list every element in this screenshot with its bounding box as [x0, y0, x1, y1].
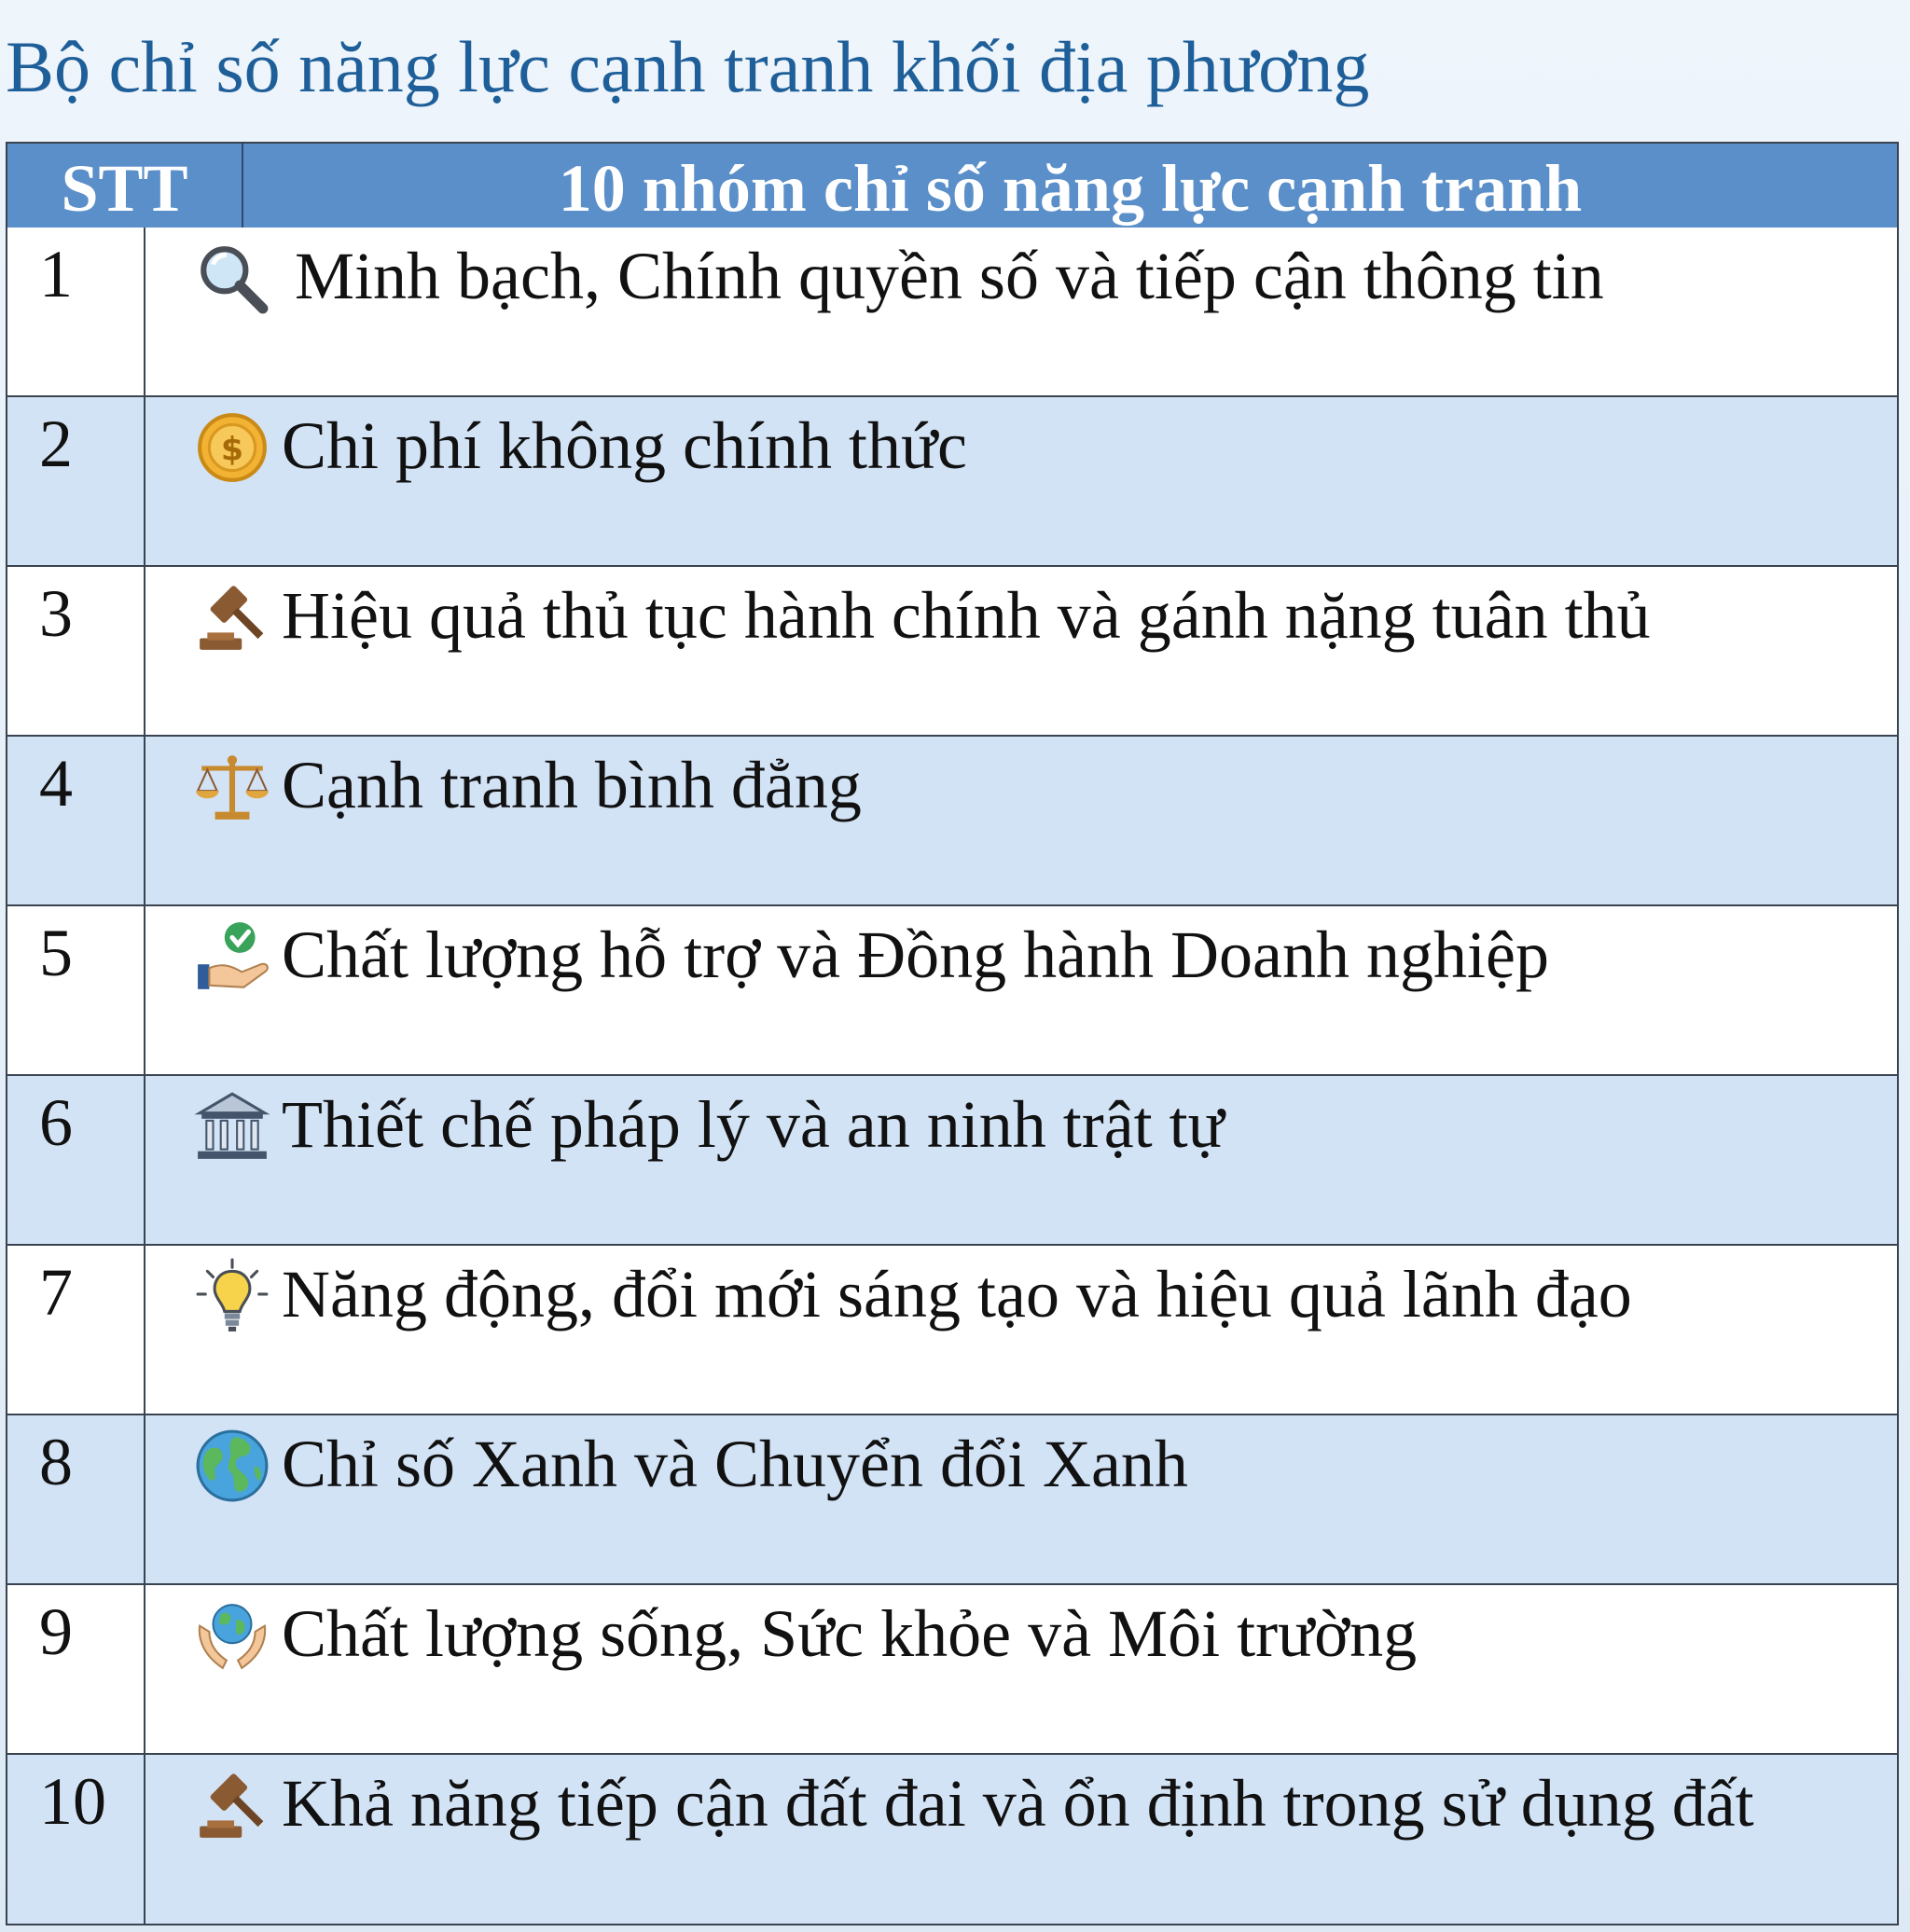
table-row [7, 1076, 1897, 1246]
table-row [7, 1415, 1897, 1585]
globe-icon [194, 1428, 270, 1504]
table-row [7, 228, 1897, 397]
row-label: Chi phí không chính thức [282, 408, 967, 483]
table-row [7, 1585, 1897, 1755]
page-title: Bộ chỉ số năng lực cạnh tranh khối địa phương [6, 26, 1370, 107]
row-number: 7 [7, 1246, 145, 1414]
row-number: 1 [7, 228, 145, 395]
header-group-name: 10 nhóm chỉ số năng lực cạnh tranh [558, 151, 1583, 226]
row-number: 8 [7, 1415, 145, 1583]
table-row [7, 737, 1897, 906]
row-number: 5 [7, 906, 145, 1074]
row-label: Chất lượng hỗ trợ và Đồng hành Doanh nghiệp [282, 918, 1549, 992]
table-row [7, 906, 1897, 1076]
row-label: Minh bạch, Chính quyền số và tiếp cận thông tin [295, 239, 1604, 313]
svg-text:$: $ [220, 431, 244, 469]
table-row [7, 397, 1897, 567]
row-number: 10 [7, 1755, 145, 1924]
row-label: Khả năng tiếp cận đất đai và ổn định trong sử dụng đất [282, 1766, 1754, 1841]
gavel-icon [194, 1767, 270, 1843]
row-label: Chất lượng sống, Sức khỏe và Môi trường [282, 1596, 1418, 1671]
row-number: 3 [7, 567, 145, 735]
row-label: Thiết chế pháp lý và an ninh trật tự [282, 1087, 1225, 1162]
gavel-icon [194, 579, 270, 656]
row-label: Hiệu quả thủ tục hành chính và gánh nặng tuân thủ [282, 578, 1651, 653]
table-row [7, 1755, 1897, 1924]
courthouse-icon [194, 1088, 270, 1165]
row-number: 4 [7, 737, 145, 904]
row-label: Năng động, đổi mới sáng tạo và hiệu quả lãnh đạo [282, 1257, 1632, 1332]
row-label: Cạnh tranh bình đẳng [282, 748, 862, 822]
header-stt: STT [7, 144, 243, 228]
row-number: 6 [7, 1076, 145, 1244]
row-number: 2 [7, 397, 145, 565]
table-row [7, 567, 1897, 737]
indicator-table [6, 142, 1899, 1925]
hands-globe-icon [194, 1597, 270, 1674]
lightbulb-icon [194, 1258, 270, 1334]
table-row [7, 1246, 1897, 1415]
table-header [7, 144, 1897, 229]
hand-check-icon [194, 918, 270, 995]
row-number: 9 [7, 1585, 145, 1753]
scales-icon [194, 749, 270, 825]
coin-icon [194, 409, 270, 486]
magnifier-icon [194, 240, 270, 316]
row-label: Chỉ số Xanh và Chuyển đổi Xanh [282, 1427, 1188, 1501]
